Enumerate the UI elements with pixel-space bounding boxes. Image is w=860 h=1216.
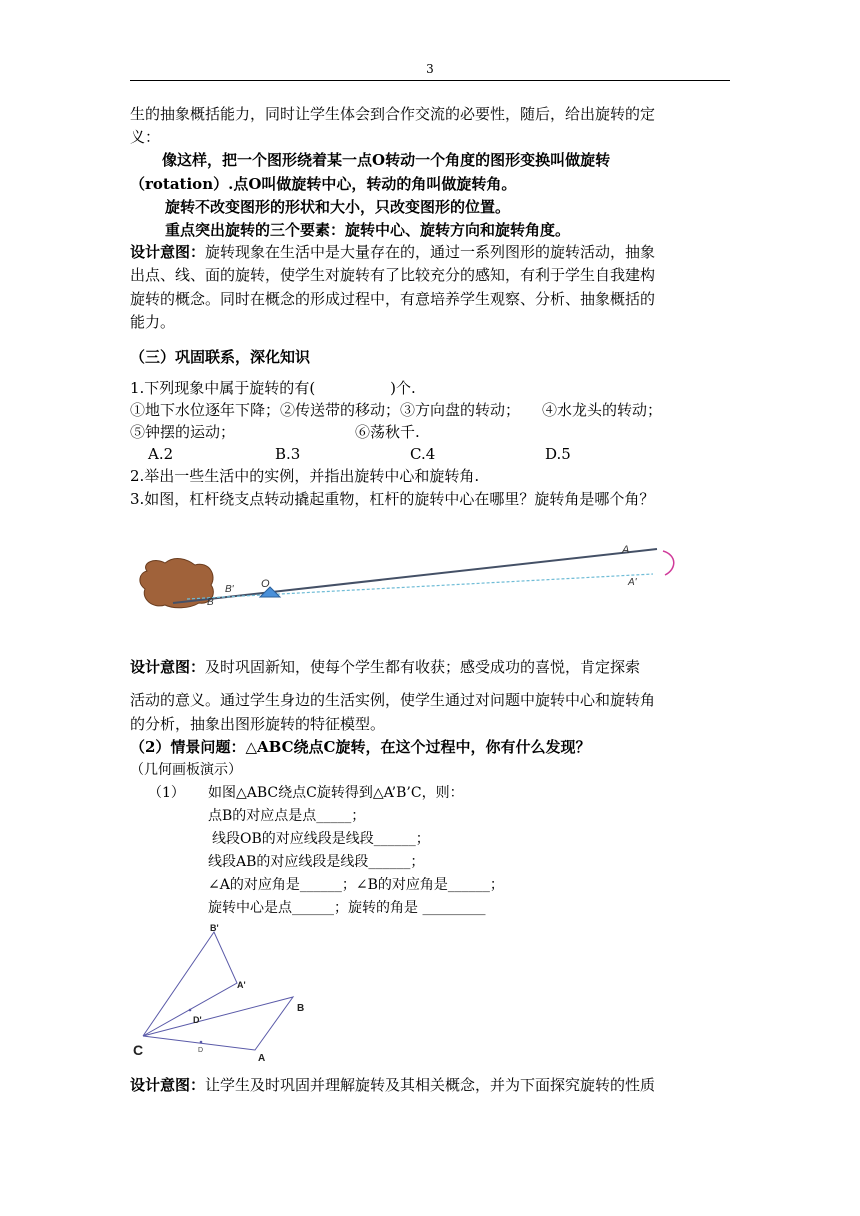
- section-heading: （三）巩固联系，深化知识: [130, 348, 311, 366]
- lever-rod: [173, 549, 657, 603]
- lever-label-O: O: [261, 578, 270, 590]
- scenario-item-number: （1）: [148, 785, 185, 801]
- design-intent-label: 设计意图：: [130, 243, 206, 261]
- question-2: 2.举出一些生活中的实例，并指出旋转中心和旋转角.: [130, 467, 480, 485]
- scenario-demo-note: （几何画板演示）: [130, 762, 242, 778]
- lever-label-A: A: [622, 544, 630, 556]
- label-d: D: [198, 1047, 204, 1054]
- header-rule: [130, 80, 730, 81]
- fill-blank-2: 线段OB的对应线段是线段______；: [212, 831, 430, 847]
- point-d-prime: [189, 1009, 192, 1012]
- rotation-arc: [663, 551, 674, 575]
- label-a: A: [258, 1053, 266, 1064]
- option-a: A.2: [148, 445, 174, 463]
- triangle-rotation-figure: [125, 920, 325, 1065]
- lever-figure: [125, 535, 700, 615]
- design-intent-label: 设计意图：: [130, 1076, 206, 1094]
- design-intent-line: 能力。: [130, 313, 176, 331]
- question-3: 3.如图，杠杆绕支点转动撬起重物，杠杆的旋转中心在哪里？旋转角是哪个角？: [130, 490, 655, 508]
- invariance-statement: 旋转不改变图形的形状和大小，只改变图形的位置。: [165, 198, 511, 216]
- design-intent-line: 活动的意义。通过学生身边的生活实例，使学生通过对问题中旋转中心和旋转角: [130, 691, 656, 709]
- fill-blank-3: 线段AB的对应线段是线段______；: [208, 854, 425, 870]
- point-d: [200, 1041, 203, 1044]
- page-number: 3: [426, 62, 434, 76]
- design-intent-line: 旋转的概念。同时在概念的形成过程中，有意培养学生观察、分析、抽象概括的: [130, 290, 656, 308]
- question-1-items-b: ④水龙头的转动；: [542, 401, 663, 419]
- fill-blank-5-text: 旋转中心是点______；旋转的角是 ______: [208, 900, 465, 916]
- option-b: B.3: [275, 445, 301, 463]
- lever-rotated-rod: [187, 574, 653, 599]
- design-intent-text: 及时巩固新知，使每个学生都有收获；感受成功的喜悦，肯定探索: [205, 658, 641, 676]
- fill-blank-1: 点B的对应点是点_____；: [208, 808, 366, 824]
- question-1-items: [130, 422, 235, 442]
- design-intent-text: 旋转现象在生活中是大量存在的，通过一系列图形的旋转活动，抽象: [205, 243, 656, 261]
- lever-label-B: B: [207, 597, 214, 608]
- label-b: B: [297, 1003, 305, 1014]
- lever-label-B-prime: B': [225, 584, 234, 595]
- label-c: C: [133, 1042, 144, 1058]
- design-intent-label: 设计意图：: [130, 658, 206, 676]
- option-d: D.5: [545, 445, 571, 463]
- definition-line: （rotation）.点O叫做旋转中心，转动的角叫做旋转角。: [130, 175, 517, 193]
- label-d-prime: D': [193, 1015, 202, 1025]
- design-intent-line: [130, 242, 655, 262]
- three-elements-statement: 重点突出旋转的三个要素：旋转中心、旋转方向和旋转角度。: [165, 221, 571, 239]
- scenario-title: （2）情景问题：△ABC绕点C旋转，在这个过程中，你有什么发现？: [130, 738, 591, 756]
- paragraph-line: 义：: [130, 128, 161, 146]
- design-intent-line: 出点、线、面的旋转，使学生对旋转有了比较充分的感知，有利于学生自我建构: [130, 266, 656, 284]
- scenario-intro: 如图△ABC绕点C旋转得到△A’B’C，则：: [208, 785, 464, 801]
- triangle-a-prime-b-prime-c: [143, 932, 237, 1036]
- definition-line: 像这样，把一个图形绕着某一点O转动一个角度的图形变换叫做旋转: [162, 151, 611, 169]
- fill-blank-5-tail: ___: [464, 900, 486, 916]
- fill-blank-4: ∠A的对应角是______；∠B的对应角是______；: [208, 877, 504, 893]
- option-c: C.4: [410, 445, 436, 463]
- design-intent-line: [130, 1075, 655, 1095]
- label-a-prime: A': [237, 980, 246, 990]
- fill-blank-5: [208, 898, 485, 918]
- question-1-items: [130, 400, 662, 420]
- question-1-items-d: ⑥荡秋千.: [355, 423, 420, 441]
- lever-label-A-prime: A': [628, 577, 637, 588]
- question-1-stem: 1.下列现象中属于旋转的有( )个.: [130, 379, 416, 397]
- design-intent-line: [130, 657, 640, 677]
- question-1-items-a: ①地下水位逐年下降；②传送带的移动；③方向盘的转动；: [130, 401, 521, 419]
- design-intent-text: 让学生及时巩固并理解旋转及其相关概念，并为下面探究旋转的性质: [205, 1076, 656, 1094]
- label-b-prime: B': [210, 923, 219, 933]
- design-intent-line: 的分析，抽象出图形旋转的特征模型。: [130, 715, 386, 733]
- question-1-items-c: ⑤钟摆的运动；: [130, 423, 236, 441]
- paragraph-line: 生的抽象概括能力，同时让学生体会到合作交流的必要性，随后，给出旋转的定: [130, 105, 656, 123]
